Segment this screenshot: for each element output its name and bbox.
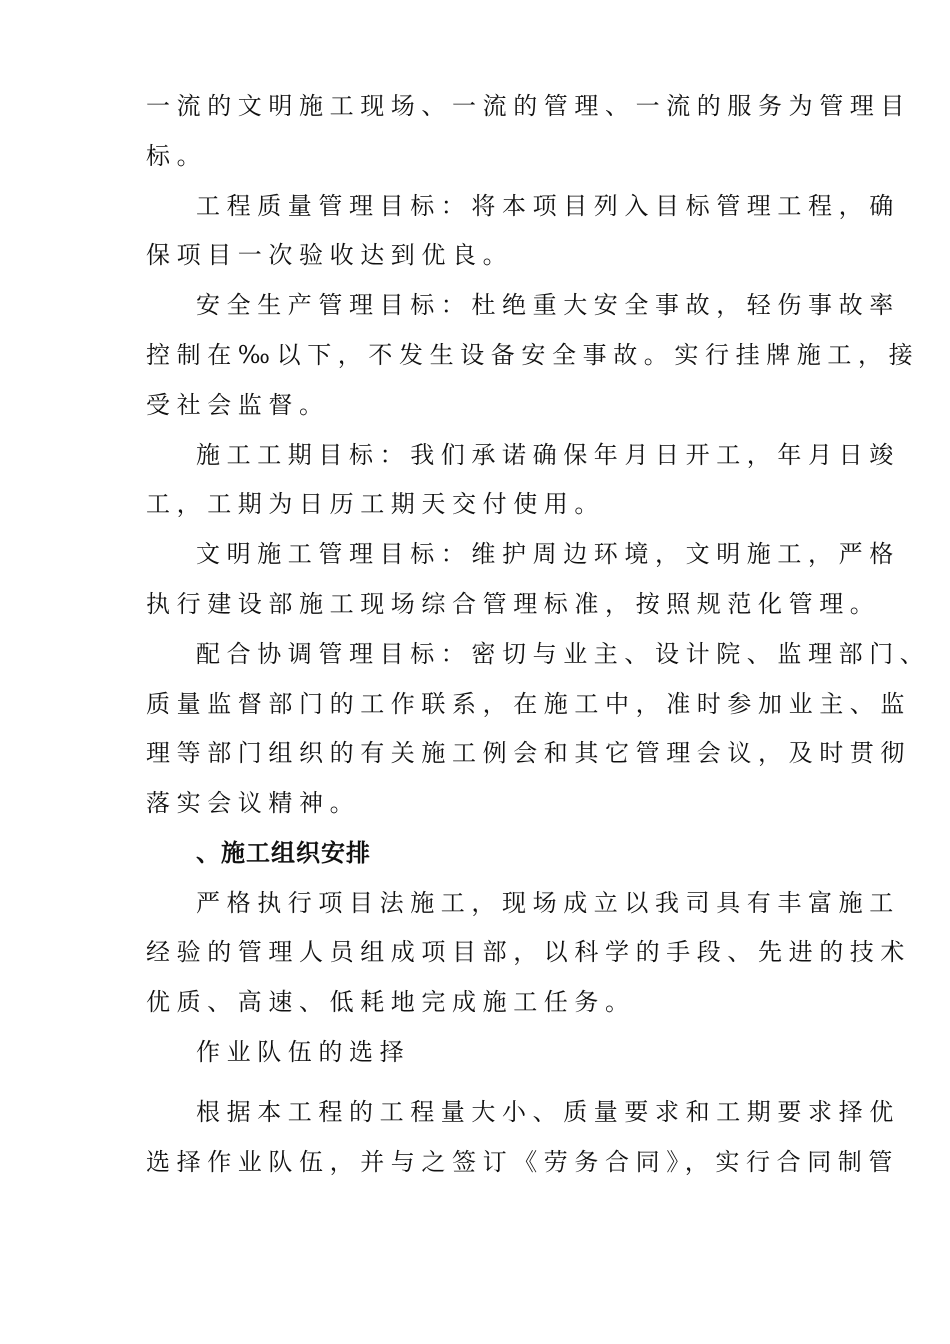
paragraph-first-line: 配合协调管理目标：密切与业主、设计院、监理部门、 bbox=[196, 640, 931, 668]
body-line: 一流的文明施工现场、一流的管理、一流的服务为管理目 bbox=[146, 92, 911, 120]
section-heading: 、施工组织安排 bbox=[196, 839, 371, 867]
paragraph-first-line: 文明施工管理目标：维护周边环境，文明施工，严格 bbox=[196, 540, 900, 568]
paragraph-first-line: 工程质量管理目标：将本项目列入目标管理工程，确 bbox=[196, 192, 900, 220]
body-line: 优质、高速、低耗地完成施工任务。 bbox=[146, 988, 636, 1016]
body-line: 保项目一次验收达到优良。 bbox=[146, 241, 514, 269]
body-line: 控制在‰以下，不发生设备安全事故。实行挂牌施工，接 bbox=[146, 341, 920, 369]
body-line: 受社会监督。 bbox=[146, 391, 330, 419]
body-line: 执行建设部施工现场综合管理标准，按照规范化管理。 bbox=[146, 590, 881, 618]
paragraph-first-line: 施工工期目标：我们承诺确保年月日开工，年月日竣 bbox=[196, 441, 900, 469]
body-line: 落实会议精神。 bbox=[146, 789, 361, 817]
paragraph-first-line: 安全生产管理目标：杜绝重大安全事故，轻伤事故率 bbox=[196, 291, 900, 319]
body-line: 理等部门组织的有关施工例会和其它管理会议，及时贯彻 bbox=[146, 739, 911, 767]
subsection-heading: 作业队伍的选择 bbox=[196, 1038, 411, 1066]
paragraph-first-line: 根据本工程的工程量大小、质量要求和工期要求择优 bbox=[196, 1098, 900, 1126]
body-line: 标。 bbox=[146, 142, 208, 170]
body-line: 经验的管理人员组成项目部，以科学的手段、先进的技术 bbox=[146, 938, 911, 966]
body-line: 选择作业队伍，并与之签订《劳务合同》，实行合同制管 bbox=[146, 1148, 899, 1176]
body-line: 工，工期为日历工期天交付使用。 bbox=[146, 490, 605, 518]
body-line: 质量监督部门的工作联系，在施工中，准时参加业主、监 bbox=[146, 690, 911, 718]
paragraph-first-line: 严格执行项目法施工，现场成立以我司具有丰富施工 bbox=[196, 889, 900, 917]
